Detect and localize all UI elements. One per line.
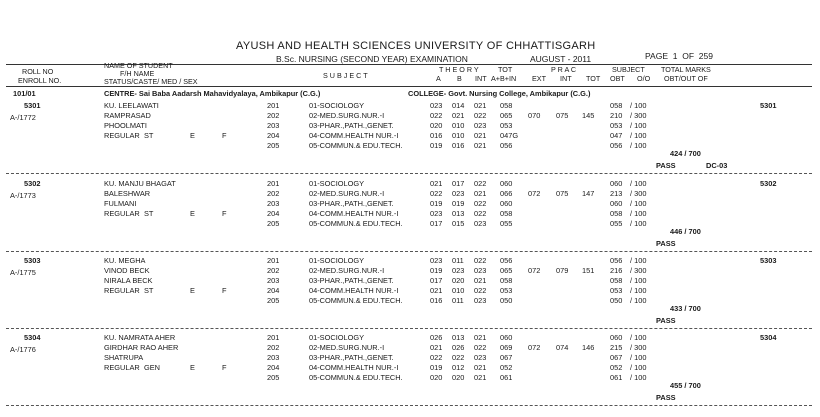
theory-total: 056 (500, 141, 513, 150)
student-status: REGULAR (104, 363, 140, 372)
subject-obtained: 213 (610, 189, 623, 198)
theory-total: 060 (500, 199, 513, 208)
exam-session: AUGUST - 2011 (530, 54, 592, 64)
page-total: 259 (698, 51, 713, 61)
col-theory: T H E O R Y (439, 65, 479, 74)
subject-obtained: 055 (610, 219, 623, 228)
prac-total: 145 (582, 111, 595, 120)
theory-a-marks: 017 (430, 276, 443, 285)
subject-obtained: 215 (610, 343, 623, 352)
prac-int-marks: 075 (556, 111, 569, 120)
theory-b-marks: 014 (452, 101, 465, 110)
subject-code: 201 (267, 333, 280, 342)
page-number: 1 (672, 51, 678, 61)
theory-total: 065 (500, 266, 513, 275)
subject-out-of: / 100 (630, 333, 647, 342)
grand-total: 446 / 700 (670, 227, 701, 236)
roll-number-right: 5302 (760, 179, 777, 188)
theory-a-marks: 022 (430, 353, 443, 362)
subject-obtained: 060 (610, 199, 623, 208)
col-name-of-student: NAME OF STUDENT (104, 61, 173, 70)
theory-b-marks: 010 (452, 286, 465, 295)
subject-obtained: 053 (610, 286, 623, 295)
theory-b-marks: 023 (452, 189, 465, 198)
student-name: KU. NAMRATA AHER (104, 333, 176, 342)
subject-out-of: / 100 (630, 219, 647, 228)
subject-name: 02-MED.SURG.NUR.-I (309, 111, 385, 120)
student-sex: F (222, 209, 227, 218)
subject-out-of: / 100 (630, 209, 647, 218)
subject-code: 201 (267, 179, 280, 188)
col-tot-abin: A+B+IN (491, 74, 517, 83)
exam-title: B.Sc. NURSING (SECOND YEAR) EXAMINATION (276, 54, 468, 64)
subject-code: 202 (267, 189, 280, 198)
theory-a-marks: 022 (430, 111, 443, 120)
subject-code: 205 (267, 373, 280, 382)
theory-b-marks: 010 (452, 131, 465, 140)
theory-a-marks: 026 (430, 333, 443, 342)
theory-b-marks: 026 (452, 343, 465, 352)
subject-out-of: / 100 (630, 131, 647, 140)
subject-name: 04-COMM.HEALTH NUR.-I (309, 209, 399, 218)
mother-name: FULMANI (104, 199, 137, 208)
subject-obtained: 067 (610, 353, 623, 362)
theory-a-marks: 020 (430, 373, 443, 382)
subject-out-of: / 100 (630, 121, 647, 130)
page-indicator (645, 51, 713, 61)
roll-number: 5303 (24, 256, 41, 265)
theory-b-marks: 022 (452, 353, 465, 362)
student-status: REGULAR (104, 209, 140, 218)
subject-obtained: 047 (610, 131, 623, 140)
student-caste: ST (144, 286, 154, 295)
prac-int-marks: 075 (556, 189, 569, 198)
student-caste: ST (144, 131, 154, 140)
subject-code: 205 (267, 296, 280, 305)
theory-a-marks: 022 (430, 189, 443, 198)
theory-total: 050 (500, 296, 513, 305)
subject-code: 201 (267, 101, 280, 110)
subject-name: 03-PHAR.,PATH.,GENET. (309, 276, 394, 285)
subject-obtained: 210 (610, 111, 623, 120)
student-status: REGULAR (104, 131, 140, 140)
col-tot: TOT (498, 65, 513, 74)
subject-obtained: 052 (610, 363, 623, 372)
col-prac: P R A C (551, 65, 577, 74)
theory-int-marks: 023 (474, 296, 487, 305)
subject-name: 05-COMMUN.& EDU.TECH. (309, 141, 403, 150)
centre-code: 101/01 (13, 89, 36, 98)
theory-int-marks: 023 (474, 353, 487, 362)
subject-obtained: 056 (610, 141, 623, 150)
prac-ext-marks: 072 (528, 189, 541, 198)
theory-a-marks: 023 (430, 101, 443, 110)
result-status: PASS (656, 161, 676, 170)
subject-name: 05-COMMUN.& EDU.TECH. (309, 219, 403, 228)
mother-name: PHOOLMATI (104, 121, 147, 130)
subject-code: 203 (267, 199, 280, 208)
subject-code: 205 (267, 141, 280, 150)
enroll-number: A-/1776 (10, 345, 36, 354)
subject-out-of: / 100 (630, 256, 647, 265)
col-theory-int: INT (475, 74, 487, 83)
father-husband-name: GIRDHAR RAO AHER (104, 343, 179, 352)
theory-a-marks: 023 (430, 256, 443, 265)
col-enroll-no: ENROLL NO. (18, 76, 62, 85)
subject-obtained: 058 (610, 209, 623, 218)
subject-obtained: 058 (610, 101, 623, 110)
subject-code: 204 (267, 131, 280, 140)
roll-number: 5304 (24, 333, 41, 342)
student-sex: F (222, 131, 227, 140)
theory-total: 055 (500, 219, 513, 228)
student-name: KU. MANJU BHAGAT (104, 179, 176, 188)
subject-out-of: / 100 (630, 373, 647, 382)
theory-int-marks: 022 (474, 256, 487, 265)
subject-out-of: / 100 (630, 199, 647, 208)
subject-obtained: 061 (610, 373, 623, 382)
father-husband-name: BALESHWAR (104, 189, 151, 198)
result-status: PASS (656, 239, 676, 248)
subject-code: 204 (267, 209, 280, 218)
col-total-marks: TOTAL MARKS (661, 65, 711, 74)
theory-int-marks: 022 (474, 209, 487, 218)
theory-int-marks: 023 (474, 121, 487, 130)
col-oo: O/O (637, 74, 651, 83)
student-caste: ST (144, 209, 154, 218)
theory-int-marks: 021 (474, 276, 487, 285)
col-theory-b: B (457, 74, 462, 83)
col-obt-out-of: OBT/OUT OF (664, 74, 708, 83)
subject-name: 01-SOCIOLOGY (309, 101, 365, 110)
subject-out-of: / 100 (630, 286, 647, 295)
theory-b-marks: 023 (452, 266, 465, 275)
subject-obtained: 050 (610, 296, 623, 305)
subject-out-of: / 100 (630, 296, 647, 305)
theory-a-marks: 019 (430, 363, 443, 372)
subject-code: 204 (267, 286, 280, 295)
subject-code: 205 (267, 219, 280, 228)
subject-out-of: / 100 (630, 101, 647, 110)
result-status: PASS (656, 316, 676, 325)
theory-b-marks: 020 (452, 373, 465, 382)
student-medium: E (190, 131, 195, 140)
col-fh-name: F/H NAME (120, 69, 155, 78)
prac-int-marks: 074 (556, 343, 569, 352)
enroll-number: A-/1772 (10, 113, 36, 122)
prac-total: 146 (582, 343, 595, 352)
father-husband-name: RAMPRASAD (104, 111, 151, 120)
theory-int-marks: 023 (474, 219, 487, 228)
col-prac-int: INT (560, 74, 572, 83)
student-sex: F (222, 286, 227, 295)
prac-total: 151 (582, 266, 595, 275)
col-obt: OBT (610, 74, 625, 83)
theory-b-marks: 015 (452, 219, 465, 228)
roll-number: 5301 (24, 101, 41, 110)
theory-a-marks: 021 (430, 179, 443, 188)
prac-int-marks: 079 (556, 266, 569, 275)
theory-int-marks: 023 (474, 266, 487, 275)
student-name: KU. MEGHA (104, 256, 146, 265)
subject-name: 04-COMM.HEALTH NUR.-I (309, 286, 399, 295)
theory-b-marks: 011 (452, 296, 464, 305)
subject-out-of: / 300 (630, 189, 647, 198)
subject-name: 03-PHAR.,PATH.,GENET. (309, 199, 394, 208)
student-sex: F (222, 363, 227, 372)
grand-total: 455 / 700 (670, 381, 701, 390)
subject-code: 202 (267, 111, 280, 120)
theory-b-marks: 013 (452, 209, 465, 218)
subject-out-of: / 300 (630, 343, 647, 352)
roll-number: 5302 (24, 179, 41, 188)
theory-int-marks: 021 (474, 333, 487, 342)
roll-number-right: 5303 (760, 256, 777, 265)
grand-total: 424 / 700 (670, 149, 701, 158)
theory-a-marks: 019 (430, 199, 443, 208)
theory-int-marks: 022 (474, 343, 487, 352)
theory-total: 065 (500, 111, 513, 120)
subject-code: 203 (267, 276, 280, 285)
student-separator (6, 173, 812, 174)
theory-total: 067 (500, 353, 513, 362)
theory-a-marks: 019 (430, 266, 443, 275)
col-subject-marks: SUBJECT (612, 65, 645, 74)
prac-total: 147 (582, 189, 595, 198)
theory-total: 060 (500, 333, 513, 342)
student-medium: E (190, 286, 195, 295)
subject-code: 202 (267, 266, 280, 275)
theory-total: 058 (500, 101, 513, 110)
theory-int-marks: 021 (474, 101, 487, 110)
theory-a-marks: 016 (430, 131, 443, 140)
subject-name: 03-PHAR.,PATH.,GENET. (309, 121, 394, 130)
subject-out-of: / 100 (630, 363, 647, 372)
subject-name: 05-COMMUN.& EDU.TECH. (309, 296, 403, 305)
theory-b-marks: 011 (452, 256, 464, 265)
subject-obtained: 060 (610, 333, 623, 342)
theory-int-marks: 022 (474, 179, 487, 188)
mother-name: NIRALA BECK (104, 276, 153, 285)
theory-a-marks: 016 (430, 296, 443, 305)
subject-out-of: / 300 (630, 111, 647, 120)
theory-b-marks: 017 (452, 179, 465, 188)
theory-b-marks: 020 (452, 276, 465, 285)
centre-name: CENTRE- Sai Baba Aadarsh Mahavidyalaya, Ambikapur (C.G.) (104, 89, 321, 98)
col-status: STATUS/CASTE/ MED / SEX (104, 77, 198, 86)
grand-total: 433 / 700 (670, 304, 701, 313)
theory-b-marks: 021 (452, 111, 465, 120)
prac-ext-marks: 072 (528, 343, 541, 352)
father-husband-name: VINOD BECK (104, 266, 150, 275)
subject-out-of: / 100 (630, 353, 647, 362)
roll-number-right: 5301 (760, 101, 777, 110)
subject-out-of: / 100 (630, 179, 647, 188)
col-roll-no: ROLL NO (22, 67, 54, 76)
prac-ext-marks: 070 (528, 111, 541, 120)
prac-ext-marks: 072 (528, 266, 541, 275)
student-caste: GEN (144, 363, 161, 372)
theory-int-marks: 022 (474, 199, 487, 208)
theory-total: 066 (500, 189, 513, 198)
subject-name: 04-COMM.HEALTH NUR.-I (309, 131, 399, 140)
enroll-number: A-/1775 (10, 268, 36, 277)
subject-code: 203 (267, 121, 280, 130)
col-prac-tot: TOT (586, 74, 601, 83)
roll-number-right: 5304 (760, 333, 777, 342)
subject-obtained: 056 (610, 256, 623, 265)
theory-b-marks: 012 (452, 363, 465, 372)
university-title: AYUSH AND HEALTH SCIENCES UNIVERSITY OF CHHATTISGARH (236, 40, 596, 52)
col-subject: S U B J E C T (323, 71, 368, 80)
enroll-number: A-/1773 (10, 191, 36, 200)
theory-int-marks: 022 (474, 286, 487, 295)
subject-code: 203 (267, 353, 280, 362)
theory-total: 060 (500, 179, 513, 188)
theory-a-marks: 021 (430, 286, 443, 295)
theory-total: 061 (500, 373, 513, 382)
student-separator (6, 328, 812, 329)
theory-int-marks: 022 (474, 111, 487, 120)
subject-out-of: / 100 (630, 141, 647, 150)
theory-total: 053 (500, 121, 513, 130)
result-remark: DC-03 (706, 161, 728, 170)
theory-int-marks: 021 (474, 189, 487, 198)
theory-total: 069 (500, 343, 513, 352)
theory-total: 058 (500, 276, 513, 285)
subject-out-of: / 100 (630, 276, 647, 285)
theory-int-marks: 021 (474, 141, 487, 150)
theory-b-marks: 013 (452, 333, 465, 342)
subject-code: 202 (267, 343, 280, 352)
student-medium: E (190, 363, 195, 372)
student-separator (6, 405, 812, 406)
college-name: COLLEGE- Govt. Nursing College, Ambikapur (C.G.) (408, 89, 591, 98)
page-label: PAGE (645, 51, 668, 61)
theory-a-marks: 017 (430, 219, 443, 228)
subject-obtained: 216 (610, 266, 623, 275)
col-theory-a: A (436, 74, 441, 83)
subject-obtained: 058 (610, 276, 623, 285)
theory-int-marks: 021 (474, 373, 487, 382)
page-of: OF (682, 51, 695, 61)
theory-total: 058 (500, 209, 513, 218)
theory-b-marks: 010 (452, 121, 465, 130)
subject-name: 02-MED.SURG.NUR.-I (309, 343, 385, 352)
theory-b-marks: 016 (452, 141, 465, 150)
theory-int-marks: 021 (474, 131, 487, 140)
subject-name: 03-PHAR.,PATH.,GENET. (309, 353, 394, 362)
subject-name: 04-COMM.HEALTH NUR.-I (309, 363, 399, 372)
theory-a-marks: 023 (430, 209, 443, 218)
subject-name: 05-COMMUN.& EDU.TECH. (309, 373, 403, 382)
theory-b-marks: 019 (452, 199, 465, 208)
mother-name: SHATRUPA (104, 353, 144, 362)
subject-name: 01-SOCIOLOGY (309, 179, 365, 188)
subject-name: 02-MED.SURG.NUR.-I (309, 189, 385, 198)
theory-total: 047G (500, 131, 519, 140)
theory-total: 056 (500, 256, 513, 265)
subject-obtained: 053 (610, 121, 623, 130)
subject-out-of: / 300 (630, 266, 647, 275)
subject-obtained: 060 (610, 179, 623, 188)
theory-total: 052 (500, 363, 513, 372)
student-separator (6, 251, 812, 252)
subject-name: 01-SOCIOLOGY (309, 256, 365, 265)
subject-name: 01-SOCIOLOGY (309, 333, 365, 342)
student-medium: E (190, 209, 195, 218)
subject-code: 201 (267, 256, 280, 265)
theory-a-marks: 021 (430, 343, 443, 352)
subject-code: 204 (267, 363, 280, 372)
student-name: KU. LEELAWATI (104, 101, 159, 110)
subject-name: 02-MED.SURG.NUR.-I (309, 266, 385, 275)
theory-a-marks: 019 (430, 141, 443, 150)
theory-total: 053 (500, 286, 513, 295)
col-prac-ext: EXT (532, 74, 546, 83)
header-rule-bottom (6, 86, 812, 87)
theory-a-marks: 020 (430, 121, 443, 130)
student-status: REGULAR (104, 286, 140, 295)
theory-int-marks: 021 (474, 363, 487, 372)
result-status: PASS (656, 393, 676, 402)
